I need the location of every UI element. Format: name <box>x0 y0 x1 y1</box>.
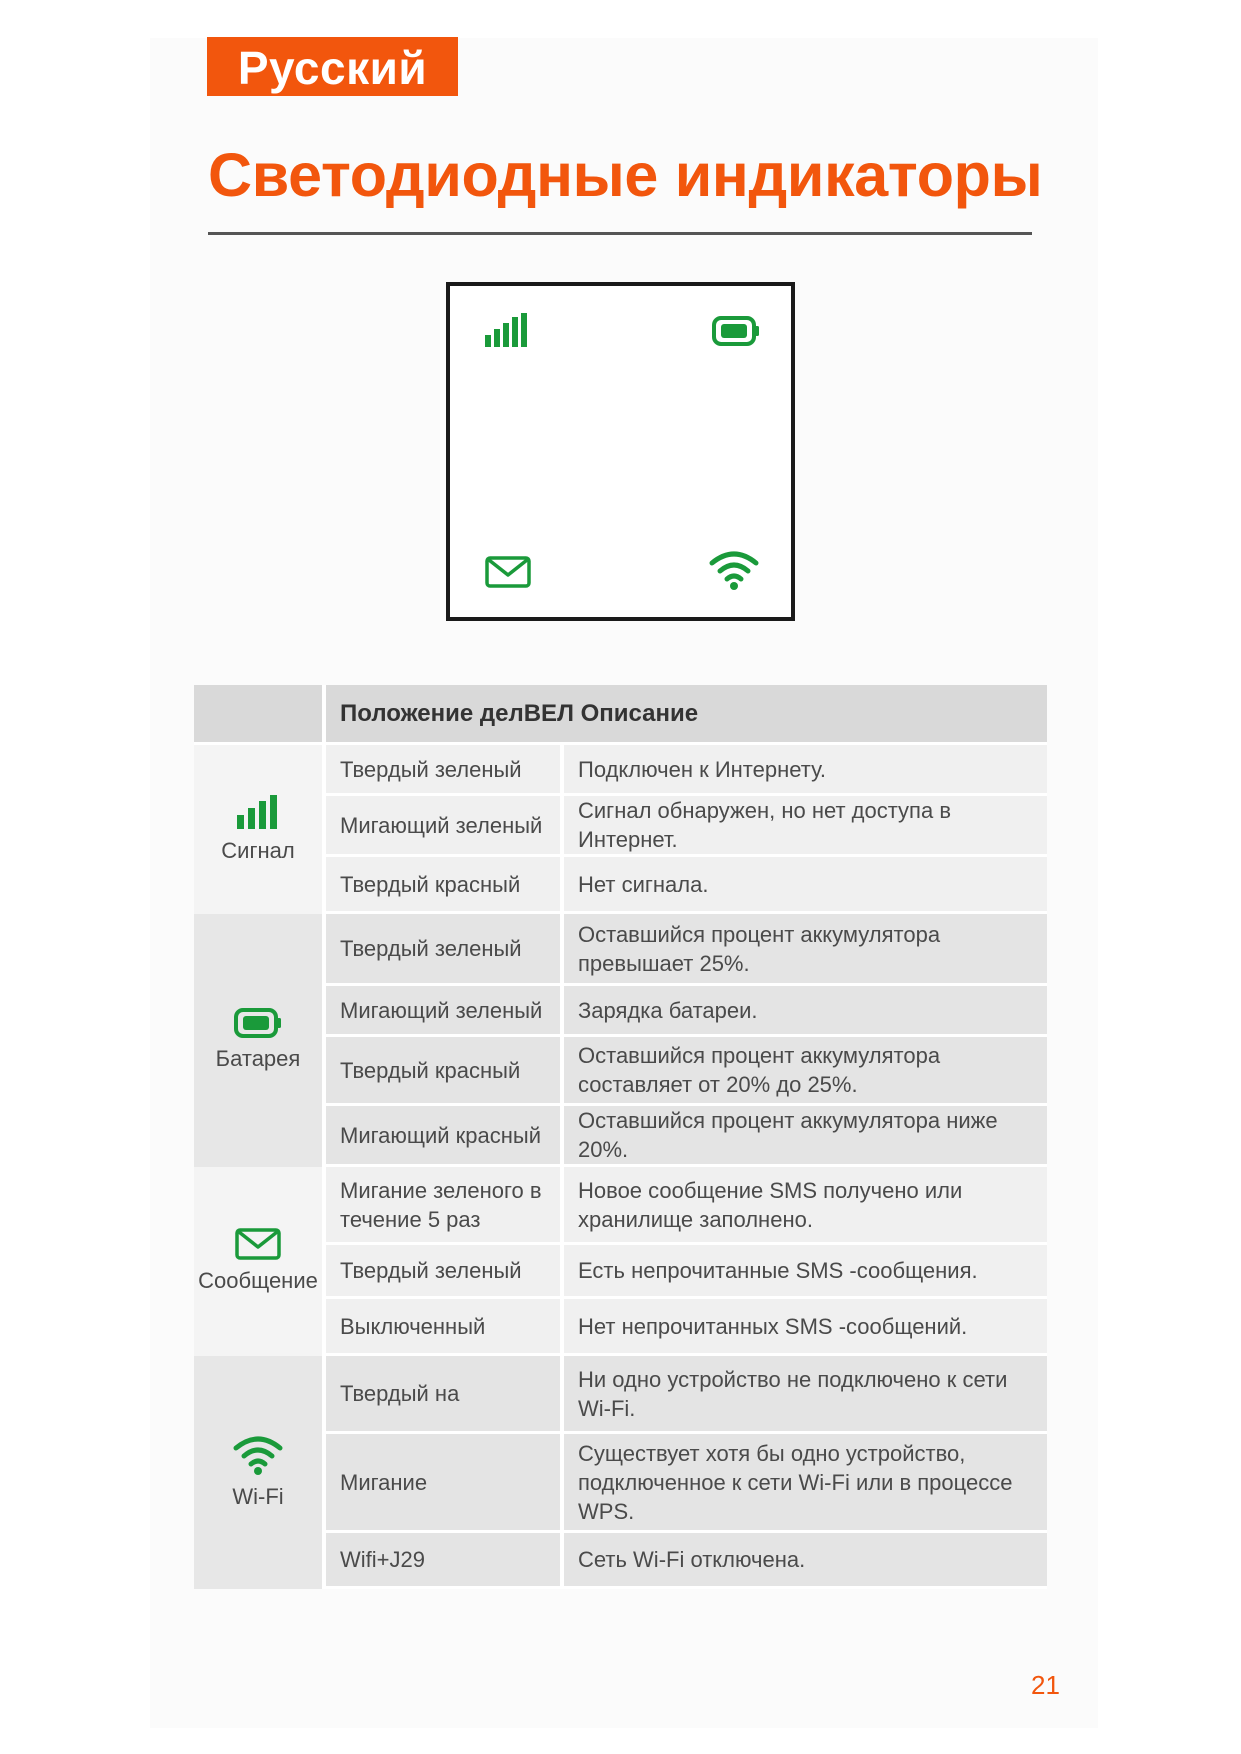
category-label: Сигнал <box>221 838 295 863</box>
description-cell: Сигнал обнаружен, но нет доступа в Интернет. <box>564 796 1047 857</box>
page-title: Светодиодные индикаторы <box>208 141 1043 209</box>
table-row <box>194 1167 1047 1245</box>
signal-icon <box>237 794 279 830</box>
category-label: Сообщение <box>198 1268 318 1293</box>
state-cell: Твердый зеленый <box>326 1245 564 1299</box>
state-cell: Твердый красный <box>326 1037 564 1106</box>
header-cell-category <box>194 685 326 742</box>
table-row <box>194 914 1047 986</box>
state-cell: Твердый на <box>326 1356 564 1434</box>
page-number: 21 <box>1031 1670 1060 1700</box>
state-cell: Wifi+J29 <box>326 1533 564 1589</box>
description-cell: Сеть Wi-Fi отключена. <box>564 1533 1047 1589</box>
table-row <box>194 745 1047 796</box>
state-cell: Мигающий красный <box>326 1106 564 1167</box>
description-cell: Новое сообщение SMS получено или хранилище заполнено. <box>564 1167 1047 1245</box>
wifi-icon <box>233 1434 283 1476</box>
state-cell: Мигающий зеленый <box>326 796 564 857</box>
envelope-icon <box>235 1228 281 1260</box>
description-cell: Есть непрочитанные SMS -сообщения. <box>564 1245 1047 1299</box>
header-cell-state-description: Положение делВЕЛ Описание <box>326 685 1047 742</box>
led-indicator-table <box>194 685 1047 1589</box>
battery-icon <box>234 1008 282 1038</box>
battery-icon <box>712 316 760 346</box>
language-badge: Русский <box>207 37 458 96</box>
signal-icon <box>485 313 527 347</box>
state-cell: Мигающий зеленый <box>326 986 564 1037</box>
envelope-icon <box>485 556 531 588</box>
title-divider <box>208 232 1032 235</box>
description-cell: Оставшийся процент аккумулятора ниже 20%. <box>564 1106 1047 1167</box>
description-cell: Оставшийся процент аккумулятора составляет от 20% до 25%. <box>564 1037 1047 1106</box>
state-cell: Твердый зеленый <box>326 745 564 796</box>
category-signal <box>194 745 326 914</box>
state-cell: Мигание зеленого в течение 5 раз <box>326 1167 564 1245</box>
category-wifi <box>194 1356 326 1589</box>
description-cell: Ни одно устройство не подключено к сети Wi-Fi. <box>564 1356 1047 1434</box>
category-label: Wi-Fi <box>232 1484 284 1509</box>
description-cell: Подключен к Интернету. <box>564 745 1047 796</box>
table-header-row <box>194 685 1047 742</box>
category-battery <box>194 914 326 1167</box>
category-message <box>194 1167 326 1356</box>
description-cell: Нет непрочитанных SMS -сообщений. <box>564 1299 1047 1356</box>
description-cell: Существует хотя бы одно устройство, подключенное к сети Wi-Fi или в процессе WPS. <box>564 1434 1047 1533</box>
state-cell: Мигание <box>326 1434 564 1533</box>
state-cell: Выключенный <box>326 1299 564 1356</box>
device-led-panel <box>446 282 795 621</box>
state-cell: Твердый красный <box>326 857 564 914</box>
description-cell: Оставшийся процент аккумулятора превышает 25%. <box>564 914 1047 986</box>
table-row <box>194 1356 1047 1434</box>
category-label: Батарея <box>215 1046 301 1071</box>
wifi-icon <box>709 549 759 591</box>
description-cell: Нет сигнала. <box>564 857 1047 914</box>
description-cell: Зарядка батареи. <box>564 986 1047 1037</box>
state-cell: Твердый зеленый <box>326 914 564 986</box>
